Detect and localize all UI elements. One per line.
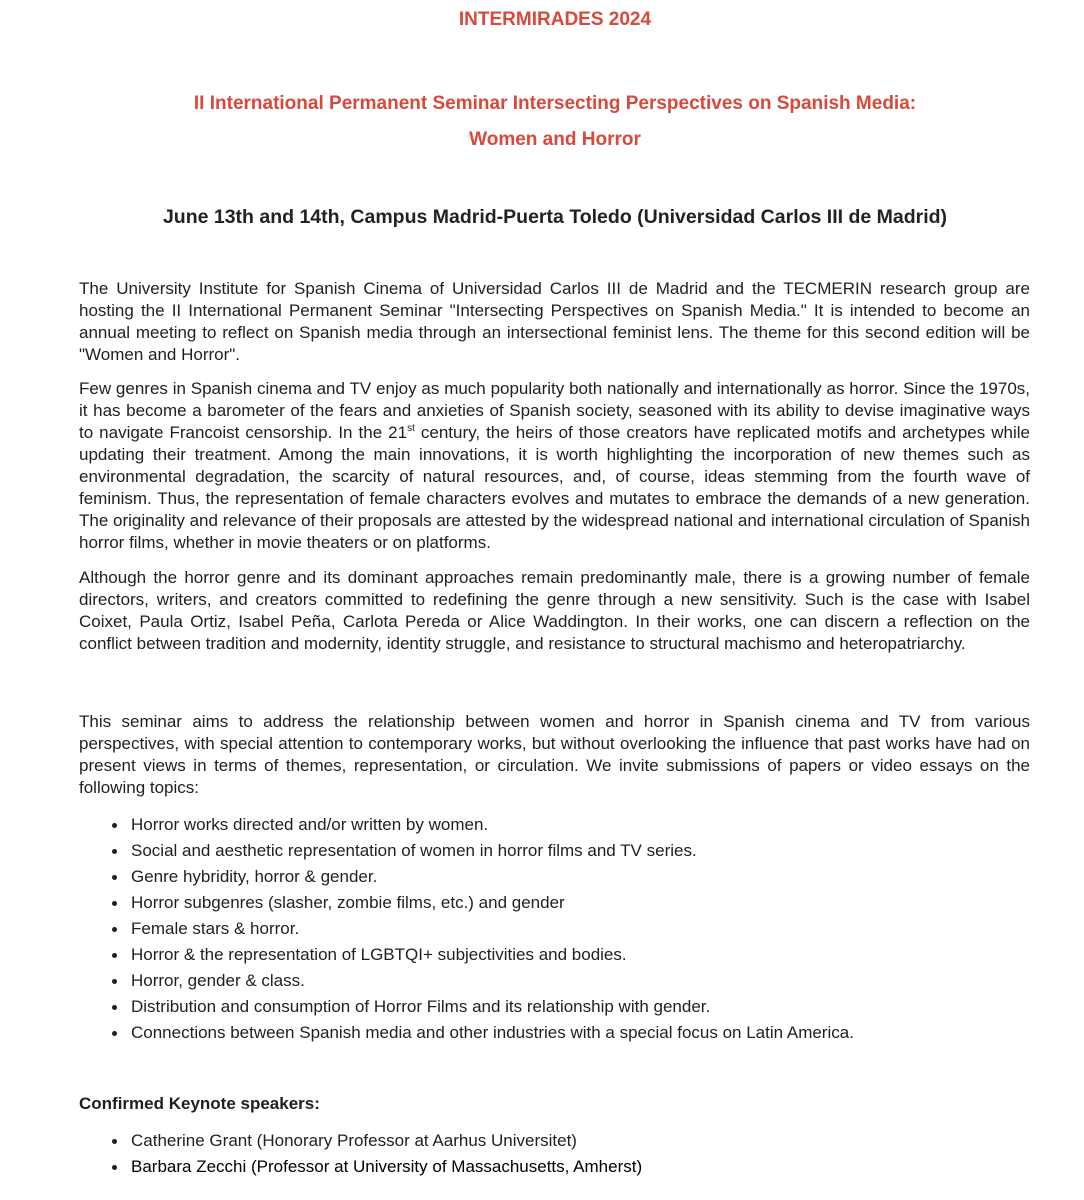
topic-text: Connections between Spanish media and other industries with a special focus on Latin America. — [131, 1023, 854, 1042]
topic-text: Female stars & horror. — [131, 919, 300, 938]
keynote-speakers-list — [110, 1128, 1030, 1180]
list-item — [110, 1020, 1030, 1046]
keynote-heading: Confirmed Keynote speakers: — [79, 1094, 320, 1113]
seminar-title-line2: Women and Horror — [469, 129, 641, 150]
date-location-heading: June 13th and 14th, Campus Madrid-Puerta Toledo (Universidad Carlos III de Madrid) — [162, 206, 948, 228]
list-item — [110, 812, 1030, 838]
bullet-icon — [112, 823, 117, 828]
creators-paragraph: Although the horror genre and its dominant approaches remain predominantly male, there is a growing number of female directors, writers, and creators committed to redefining the genre through a new sensitivity. Such is the case with Isabel Coixet, Paula Ortiz, Isabel Peña, Carlota Pereda or Alice Waddington. In their works, one can discern a reflection on the conflict between tradition and modernity, identity struggle, and resistance to structural machismo and heteropatriarchy. — [79, 568, 1030, 653]
topic-text: Horror subgenres (slasher, zombie films, etc.) and gender — [131, 893, 565, 912]
topic-text: Horror & the representation of LGBTQI+ subjectivities and bodies. — [131, 945, 627, 964]
bullet-icon — [112, 875, 117, 880]
seminar-title-line1: II International Permanent Seminar Intersecting Perspectives on Spanish Media: — [193, 93, 917, 114]
speaker-text: Barbara Zecchi (Professor at University of Massachusetts, Amherst) — [131, 1157, 643, 1176]
event-title: INTERMIRADES 2024 — [458, 9, 652, 30]
genre-paragraph-text-end: century, the heirs of those creators have replicated motifs and archetypes while updating their treatment. Among the main innovations, it is worth highlighting the incorporation of new themes such as environmental degradation, the scarcity of natural resources, and, of course, ideas stemming from the fourth wave of feminism. Thus, the representation of female characters evolves and mutates to embrace the demands of a new generation. The originality and relevance of their proposals are attested by the widespread national and international circulation of Spanish horror films, whether in movie theaters or on platforms. — [79, 423, 1031, 552]
bullet-icon — [112, 927, 117, 932]
speaker-text: Catherine Grant (Honorary Professor at Aarhus Universitet) — [131, 1131, 577, 1150]
genre-paragraph-text-start: Few genres in Spanish cinema and TV enjoy as much popularity both nationally and internationally as horror. Since the 1970s, it has become a barometer of the fears and anxieties of Spanish society, seasoned with its ability to devise imaginative ways to navigate Francoist censorship. In the 21 — [79, 379, 1030, 442]
bullet-icon — [112, 1165, 117, 1170]
list-item — [110, 864, 1030, 890]
bullet-icon — [112, 1031, 117, 1036]
topic-text: Horror, gender & class. — [131, 971, 305, 990]
topic-text: Horror works directed and/or written by women. — [131, 815, 489, 834]
list-item — [110, 1128, 1030, 1154]
bullet-icon — [112, 901, 117, 906]
bullet-icon — [112, 953, 117, 958]
list-item — [110, 968, 1030, 994]
bullet-icon — [112, 979, 117, 984]
ordinal-suffix: st — [407, 423, 415, 434]
genre-paragraph — [79, 378, 1030, 554]
bullet-icon — [112, 849, 117, 854]
list-item — [110, 1154, 1030, 1180]
list-item — [110, 942, 1030, 968]
list-item — [110, 838, 1030, 864]
topic-text: Distribution and consumption of Horror Films and its relationship with gender. — [131, 997, 711, 1016]
list-item — [110, 994, 1030, 1020]
bullet-icon — [112, 1005, 117, 1010]
list-item — [110, 890, 1030, 916]
topics-list — [110, 812, 1030, 1046]
call-paragraph: This seminar aims to address the relationship between women and horror in Spanish cinema and TV from various perspectives, with special attention to contemporary works, but without overlooking the influence that past works have had on present views in terms of themes, representation, or circulation. We invite submissions of papers or video essays on the following topics: — [79, 712, 1030, 797]
list-item — [110, 916, 1030, 942]
bullet-icon — [112, 1139, 117, 1144]
topic-text: Genre hybridity, horror & gender. — [131, 867, 378, 886]
topic-text: Social and aesthetic representation of women in horror films and TV series. — [131, 841, 697, 860]
intro-paragraph: The University Institute for Spanish Cinema of Universidad Carlos III de Madrid and the TECMERIN research group are hosting the II International Permanent Seminar "Intersecting Perspectives on Spanish Media." It is intended to become an annual meeting to reflect on Spanish media through an intersectional feminist lens. The theme for this second edition will be "Women and Horror". — [79, 279, 1030, 364]
